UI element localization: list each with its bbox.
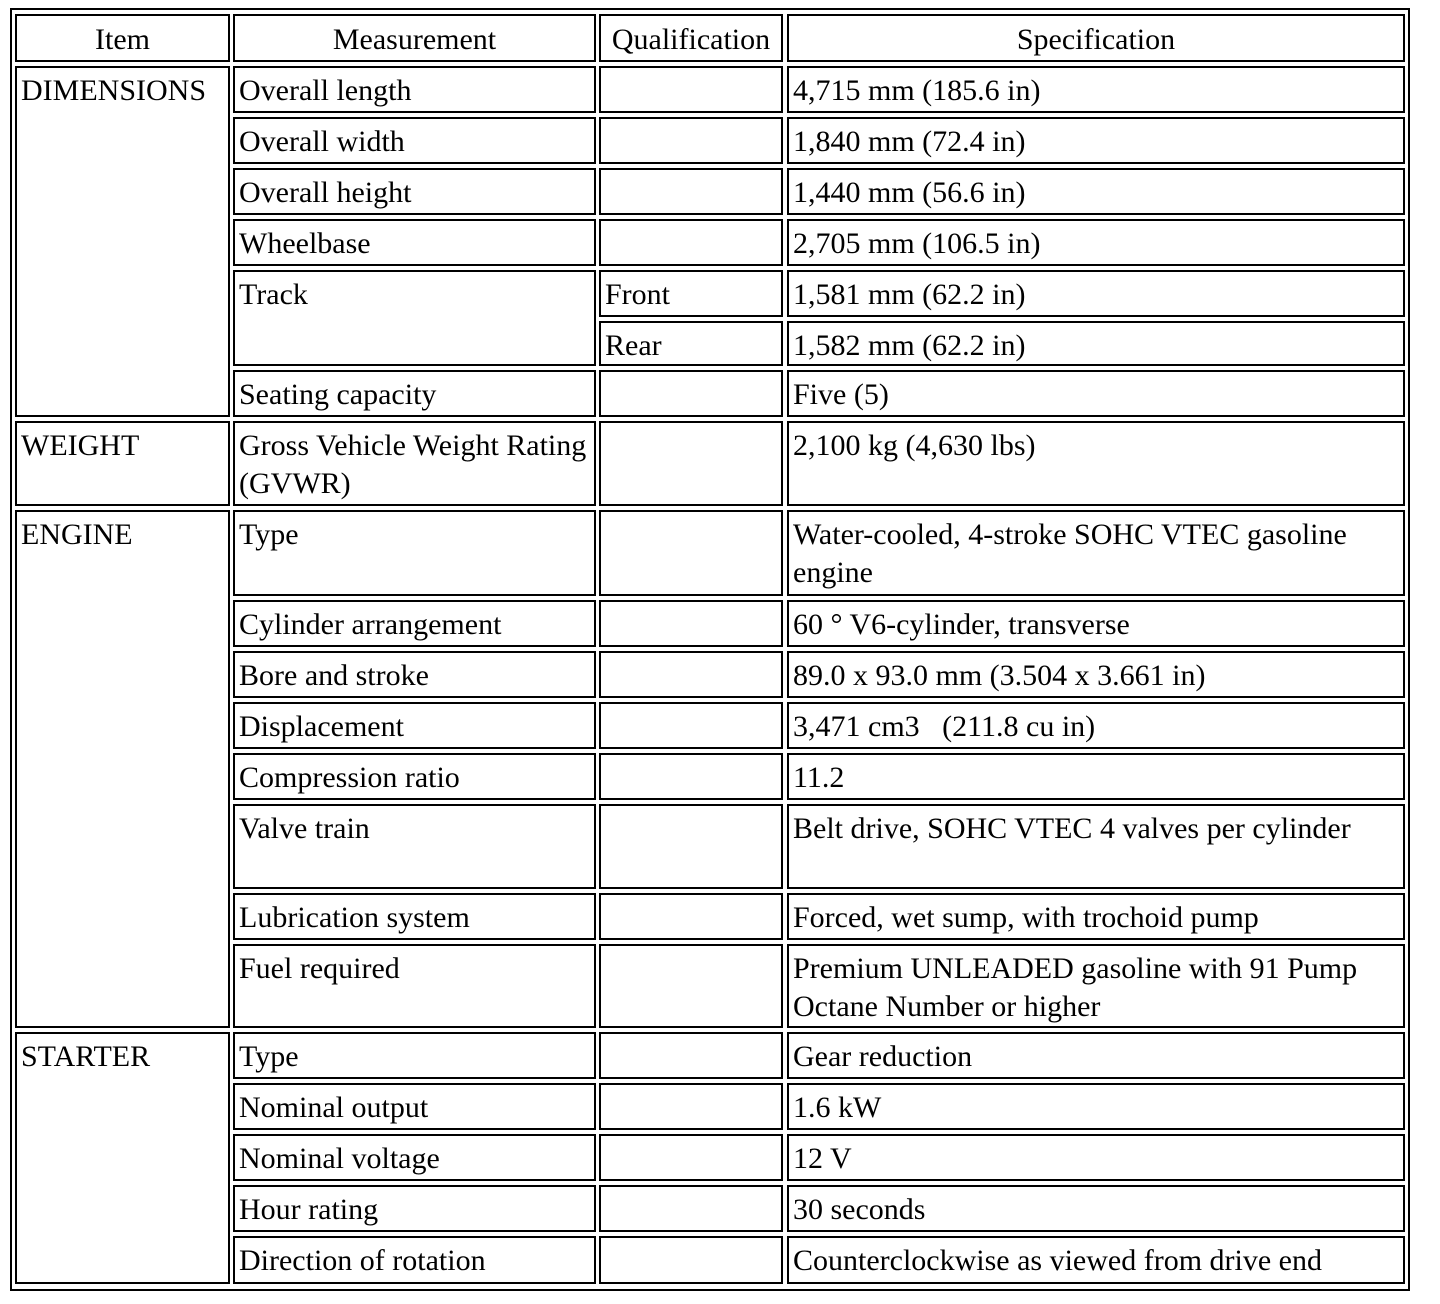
qualification-cell (599, 702, 783, 749)
qualification-cell (599, 117, 783, 164)
qualification-cell (599, 1032, 783, 1079)
qualification-cell (599, 1134, 783, 1181)
qualification-cell (599, 421, 783, 506)
qualification-cell: Rear (599, 321, 783, 366)
header-qualification: Qualification (599, 14, 783, 62)
specification-cell: Counterclockwise as viewed from drive end (787, 1236, 1405, 1284)
measurement-cell: Fuel required (233, 944, 596, 1028)
measurement-cell: Compression ratio (233, 753, 596, 800)
qualification-cell (599, 651, 783, 698)
item-dimensions: DIMENSIONS (15, 66, 230, 417)
measurement-cell: Bore and stroke (233, 651, 596, 698)
measurement-cell: Overall width (233, 117, 596, 164)
qualification-cell (599, 510, 783, 596)
specification-cell: 1,581 mm (62.2 in) (787, 270, 1405, 317)
qualification-cell (599, 753, 783, 800)
measurement-cell: Hour rating (233, 1185, 596, 1232)
header-specification: Specification (787, 14, 1405, 62)
qualification-cell (599, 1083, 783, 1130)
qualification-cell (599, 893, 783, 940)
header-measurement: Measurement (233, 14, 596, 62)
measurement-cell: Valve train (233, 804, 596, 889)
qualification-cell (599, 804, 783, 889)
measurement-cell: Overall length (233, 66, 596, 113)
measurement-cell: Seating capacity (233, 370, 596, 417)
specification-cell: 12 V (787, 1134, 1405, 1181)
item-starter: STARTER (15, 1032, 230, 1284)
measurement-cell: Overall height (233, 168, 596, 215)
measurement-cell: Track (233, 270, 596, 366)
measurement-cell: Lubrication system (233, 893, 596, 940)
specification-cell: 89.0 x 93.0 mm (3.504 x 3.661 in) (787, 651, 1405, 698)
specification-cell: Gear reduction (787, 1032, 1405, 1079)
specification-cell: Forced, wet sump, with trochoid pump (787, 893, 1405, 940)
item-engine: ENGINE (15, 510, 230, 1028)
specification-cell: 60 ° V6-cylinder, transverse (787, 600, 1405, 647)
measurement-cell: Displacement (233, 702, 596, 749)
qualification-cell: Front (599, 270, 783, 317)
specification-cell: 1,440 mm (56.6 in) (787, 168, 1405, 215)
measurement-cell: Type (233, 1032, 596, 1079)
specification-cell: 30 seconds (787, 1185, 1405, 1232)
specification-cell: 2,100 kg (4,630 lbs) (787, 421, 1405, 506)
specification-cell: 4,715 mm (185.6 in) (787, 66, 1405, 113)
measurement-cell: Type (233, 510, 596, 596)
specification-cell: 1,582 mm (62.2 in) (787, 321, 1405, 366)
qualification-cell (599, 66, 783, 113)
measurement-cell: Nominal voltage (233, 1134, 596, 1181)
measurement-cell: Wheelbase (233, 219, 596, 266)
qualification-cell (599, 219, 783, 266)
item-weight: WEIGHT (15, 421, 230, 506)
qualification-cell (599, 944, 783, 1028)
specification-cell: Water-cooled, 4-stroke SOHC VTEC gasoline engine (787, 510, 1405, 596)
header-item: Item (15, 14, 230, 62)
qualification-cell (599, 370, 783, 417)
measurement-cell: Gross Vehicle Weight Rating (GVWR) (233, 421, 596, 506)
specification-cell: Premium UNLEADED gasoline with 91 Pump Octane Number or higher (787, 944, 1405, 1028)
measurement-cell: Cylinder arrangement (233, 600, 596, 647)
specification-cell: Belt drive, SOHC VTEC 4 valves per cylinder (787, 804, 1405, 889)
specification-cell: 11.2 (787, 753, 1405, 800)
qualification-cell (599, 600, 783, 647)
specification-cell: 2,705 mm (106.5 in) (787, 219, 1405, 266)
qualification-cell (599, 168, 783, 215)
qualification-cell (599, 1185, 783, 1232)
specification-cell: 1.6 kW (787, 1083, 1405, 1130)
qualification-cell (599, 1236, 783, 1284)
measurement-cell: Direction of rotation (233, 1236, 596, 1284)
specification-cell: Five (5) (787, 370, 1405, 417)
specification-cell: 3,471 cm3 (211.8 cu in) (787, 702, 1405, 749)
measurement-cell: Nominal output (233, 1083, 596, 1130)
specification-cell: 1,840 mm (72.4 in) (787, 117, 1405, 164)
